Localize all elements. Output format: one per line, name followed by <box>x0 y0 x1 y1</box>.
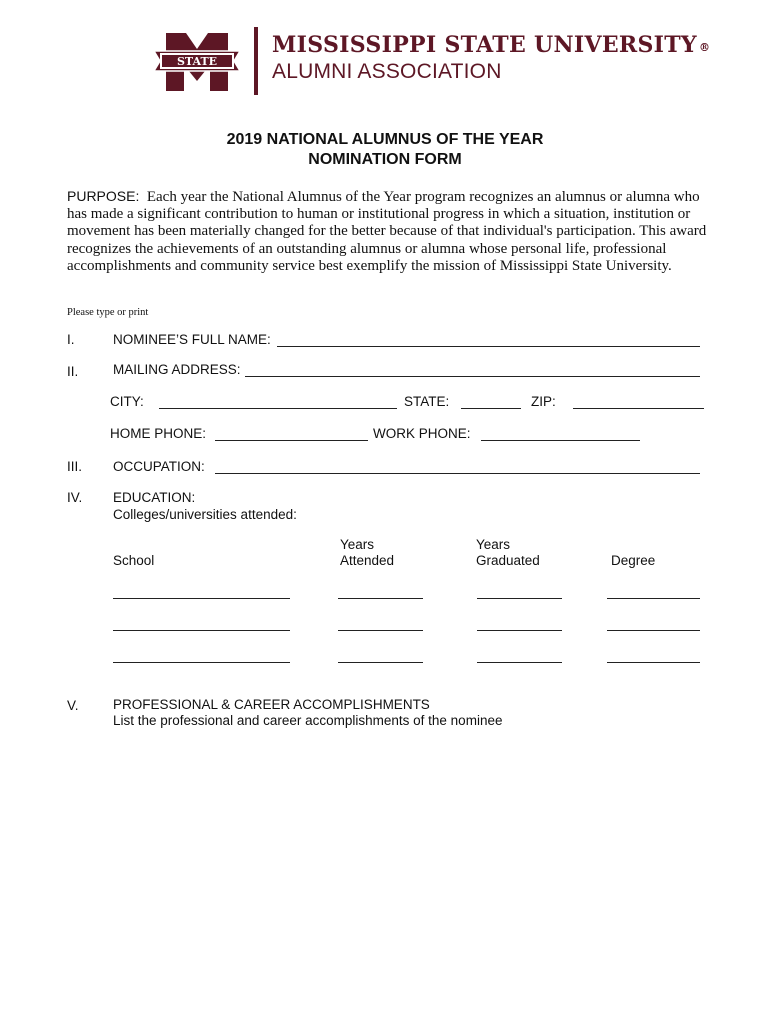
msu-logo <box>152 31 242 93</box>
university-name: MISSISSIPPI STATE UNIVERSITY ® <box>272 32 711 58</box>
years-graduated-field-2[interactable] <box>477 630 562 631</box>
accomplishments-sublabel: List the professional and career accomplishments of the nominee <box>113 713 503 728</box>
association-name: ALUMNI ASSOCIATION <box>272 60 502 83</box>
work-phone-field[interactable] <box>481 440 640 441</box>
degree-field-2[interactable] <box>607 630 700 631</box>
school-field-2[interactable] <box>113 630 290 631</box>
years-attended-field-2[interactable] <box>338 630 423 631</box>
years-attended-field-3[interactable] <box>338 662 423 663</box>
years-graduated-field-1[interactable] <box>477 598 562 599</box>
header-divider <box>254 27 258 95</box>
purpose-label: PURPOSE: <box>67 188 140 204</box>
column-school: School <box>113 553 155 568</box>
school-field-1[interactable] <box>113 598 290 599</box>
column-degree: Degree <box>611 553 656 568</box>
education-sublabel: Colleges/universities attended: <box>113 507 297 522</box>
school-field-3[interactable] <box>113 662 290 663</box>
section-number-4: IV. <box>67 490 83 505</box>
logo-text: STATE <box>176 55 218 68</box>
city-label: CITY: <box>110 394 144 409</box>
purpose-text: Each year the National Alumnus of the Year program recognizes an alumnus or alumna who has made a significant contribution to human or institutional progress in which a situation, institution or movement has been materially changed for the better because of that individual's participation. This award recognizes the achievements of an outstanding alumnus or alumna whose personal life, professional accomplishments and community service best exemplify the mission of Mississippi State University. <box>67 189 707 274</box>
home-phone-field[interactable] <box>215 440 368 441</box>
mailing-address-field[interactable] <box>245 376 700 377</box>
degree-field-3[interactable] <box>607 662 700 663</box>
column-years-attended: Years Attended <box>340 537 395 568</box>
state-field[interactable] <box>461 408 521 409</box>
form-subtitle: NOMINATION FORM <box>308 151 462 168</box>
type-or-print-note: Please type or print <box>67 307 149 318</box>
work-phone-label: WORK PHONE: <box>373 426 471 441</box>
home-phone-label: HOME PHONE: <box>110 426 207 441</box>
purpose-paragraph <box>67 188 707 275</box>
mailing-address-label: MAILING ADDRESS: <box>113 362 241 377</box>
education-label: EDUCATION: <box>113 490 196 505</box>
form-title: 2019 NATIONAL ALUMNUS OF THE YEAR <box>226 131 544 148</box>
section-number-5: V. <box>67 698 79 713</box>
accomplishments-label: PROFESSIONAL & CAREER ACCOMPLISHMENTS <box>113 697 430 712</box>
degree-field-1[interactable] <box>607 598 700 599</box>
city-field[interactable] <box>159 408 397 409</box>
occupation-field[interactable] <box>215 473 700 474</box>
zip-label: ZIP: <box>531 394 556 409</box>
section-number-2: II. <box>67 364 79 379</box>
zip-field[interactable] <box>573 408 704 409</box>
nominee-name-label: NOMINEE’S FULL NAME: <box>113 332 271 347</box>
occupation-label: OCCUPATION: <box>113 459 205 474</box>
section-number-3: III. <box>67 459 83 474</box>
nominee-name-field[interactable] <box>277 346 700 347</box>
years-attended-field-1[interactable] <box>338 598 423 599</box>
section-number-1: I. <box>67 332 75 347</box>
years-graduated-field-3[interactable] <box>477 662 562 663</box>
column-years-graduated: Years Graduated <box>476 537 540 568</box>
state-label: STATE: <box>404 394 450 409</box>
